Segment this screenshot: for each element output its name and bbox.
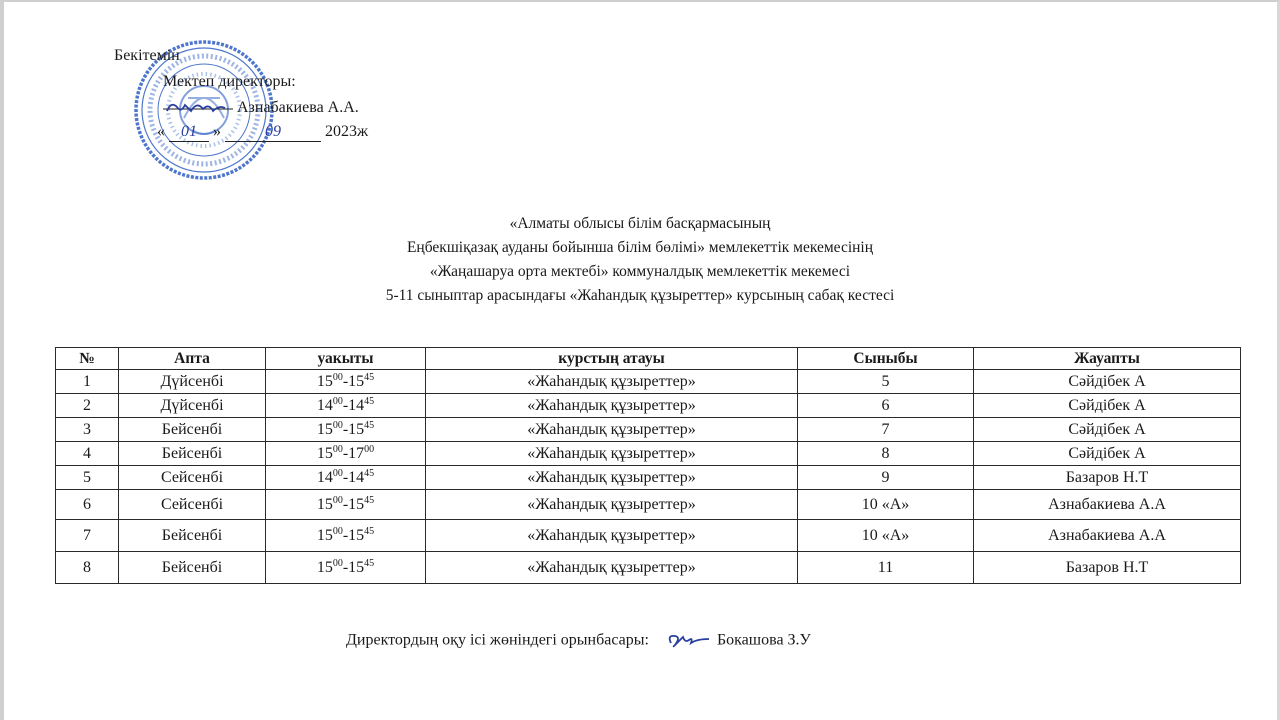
cell-grade: 11: [798, 552, 974, 584]
header-grade: Сыныбы: [798, 348, 974, 370]
cell-teacher: Сәйдібек А: [974, 394, 1241, 418]
table-row: [56, 466, 1241, 490]
time-start-hour: 15: [316, 372, 333, 390]
director-name: Азнабакиева А.А.: [237, 99, 359, 116]
heading-line-2: Еңбекшіқазақ ауданы бойынша білім бөлімі» мемлекеттік мекемесінің: [406, 239, 874, 256]
cell-time: $15^{00}-15^{45}$: [266, 370, 426, 394]
table-header-row: [56, 348, 1241, 370]
time-start-minute: 00: [332, 467, 343, 479]
cell-number: 3: [56, 418, 119, 442]
cell-teacher: Сәйдібек А: [974, 442, 1241, 466]
heading-line-4: 5-11 сыныптар арасындағы «Жаһандық құзыреттер» курсының сабақ кестесі: [385, 287, 895, 304]
cell-course: «Жаһандық құзыреттер»: [426, 418, 798, 442]
time-end-hour: 14: [348, 396, 365, 414]
time-end-hour: 14: [348, 468, 365, 486]
cell-number: 8: [56, 552, 119, 584]
time-end-minute: 45: [364, 494, 375, 506]
time-start-minute: 00: [332, 525, 343, 537]
cell-grade: 9: [798, 466, 974, 490]
time-end-minute: 45: [364, 371, 375, 383]
director-position-label: Мектеп директоры:: [163, 73, 296, 90]
approved-label: Бекітемін: [114, 47, 180, 64]
time-start-hour: 15: [316, 526, 333, 544]
cell-teacher: Азнабакиева А.А: [974, 520, 1241, 552]
date-month: 09: [225, 123, 321, 142]
cell-grade: 10 «А»: [798, 490, 974, 520]
header-course: курстың атауы: [426, 348, 798, 370]
time-end-minute: 45: [364, 419, 375, 431]
cell-time: $15^{00}-15^{45}$: [266, 490, 426, 520]
cell-grade: 7: [798, 418, 974, 442]
cell-course: «Жаһандық құзыреттер»: [426, 552, 798, 584]
cell-day: Бейсенбі: [119, 520, 266, 552]
time-start-hour: 15: [316, 420, 333, 438]
table-row: [56, 370, 1241, 394]
time-end-minute: 45: [364, 467, 375, 479]
cell-number: 6: [56, 490, 119, 520]
director-signature-line: [163, 99, 359, 117]
cell-time: $14^{00}-14^{45}$: [266, 394, 426, 418]
cell-day: Бейсенбі: [119, 418, 266, 442]
cell-time: $15^{00}-15^{45}$: [266, 520, 426, 552]
time-start-hour: 15: [316, 495, 333, 513]
time-end-hour: 17: [348, 444, 365, 462]
quote-open: «: [157, 123, 165, 140]
time-end-hour: 15: [348, 526, 365, 544]
header-time: уакыты: [266, 348, 426, 370]
time-start-minute: 00: [332, 494, 343, 506]
date-day: 01: [169, 123, 209, 142]
date-year: 2023ж: [325, 123, 369, 140]
cell-day: Сейсенбі: [119, 466, 266, 490]
time-end-minute: 45: [364, 395, 375, 407]
cell-time: $15^{00}-15^{45}$: [266, 552, 426, 584]
cell-day: Сейсенбі: [119, 490, 266, 520]
director-signature-icon: [163, 99, 233, 117]
heading-line-1: «Алматы облысы білім басқармасының: [509, 215, 771, 232]
deputy-position-label: Директордың оқу ісі жөніндегі орынбасары:: [346, 631, 649, 649]
time-start-hour: 15: [316, 558, 333, 576]
time-end-hour: 15: [348, 420, 365, 438]
table-row: [56, 442, 1241, 466]
cell-day: Бейсенбі: [119, 552, 266, 584]
time-start-hour: 14: [316, 468, 333, 486]
cell-day: Дүйсенбі: [119, 394, 266, 418]
cell-teacher: Сәйдібек А: [974, 370, 1241, 394]
cell-grade: 5: [798, 370, 974, 394]
cell-number: 1: [56, 370, 119, 394]
table-row: [56, 490, 1241, 520]
header-teacher: Жауапты: [974, 348, 1241, 370]
cell-teacher: Сәйдібек А: [974, 418, 1241, 442]
cell-number: 5: [56, 466, 119, 490]
time-start-minute: 00: [332, 557, 343, 569]
footer-signature: [346, 631, 811, 651]
time-start-minute: 00: [332, 443, 343, 455]
approval-date: [157, 123, 368, 142]
cell-grade: 10 «А»: [798, 520, 974, 552]
cell-day: Дүйсенбі: [119, 370, 266, 394]
table-row: [56, 552, 1241, 584]
cell-day: Бейсенбі: [119, 442, 266, 466]
deputy-signature-icon: [665, 631, 711, 651]
quote-close: »: [213, 123, 221, 140]
time-end-hour: 15: [348, 495, 365, 513]
cell-course: «Жаһандық құзыреттер»: [426, 466, 798, 490]
cell-course: «Жаһандық құзыреттер»: [426, 442, 798, 466]
cell-course: «Жаһандық құзыреттер»: [426, 520, 798, 552]
cell-teacher: Базаров Н.Т: [974, 552, 1241, 584]
cell-time: $14^{00}-14^{45}$: [266, 466, 426, 490]
heading-line-3: «Жаңашаруа орта мектебі» коммуналдық мемлекеттік мекемесі: [429, 263, 851, 280]
time-start-hour: 15: [316, 444, 333, 462]
header-number: №: [56, 348, 119, 370]
cell-time: $15^{00}-15^{45}$: [266, 418, 426, 442]
cell-number: 7: [56, 520, 119, 552]
document-heading: [0, 212, 1280, 308]
table-row: [56, 520, 1241, 552]
cell-number: 4: [56, 442, 119, 466]
cell-teacher: Базаров Н.Т: [974, 466, 1241, 490]
time-start-minute: 00: [332, 419, 343, 431]
cell-course: «Жаһандық құзыреттер»: [426, 370, 798, 394]
cell-course: «Жаһандық құзыреттер»: [426, 490, 798, 520]
cell-teacher: Азнабакиева А.А: [974, 490, 1241, 520]
time-end-minute: 45: [364, 557, 375, 569]
time-start-minute: 00: [332, 395, 343, 407]
time-end-hour: 15: [348, 558, 365, 576]
time-end-minute: 45: [364, 525, 375, 537]
cell-time: $15^{00}-17^{00}$: [266, 442, 426, 466]
deputy-name: Бокашова З.У: [716, 631, 811, 649]
time-start-hour: 14: [316, 396, 333, 414]
time-start-minute: 00: [332, 371, 343, 383]
cell-grade: 6: [798, 394, 974, 418]
time-end-hour: 15: [348, 372, 365, 390]
cell-number: 2: [56, 394, 119, 418]
header-day: Апта: [119, 348, 266, 370]
table-row: [56, 394, 1241, 418]
table-row: [56, 418, 1241, 442]
cell-grade: 8: [798, 442, 974, 466]
schedule-table: [55, 347, 1241, 584]
cell-course: «Жаһандық құзыреттер»: [426, 394, 798, 418]
time-end-minute: 00: [364, 443, 375, 455]
